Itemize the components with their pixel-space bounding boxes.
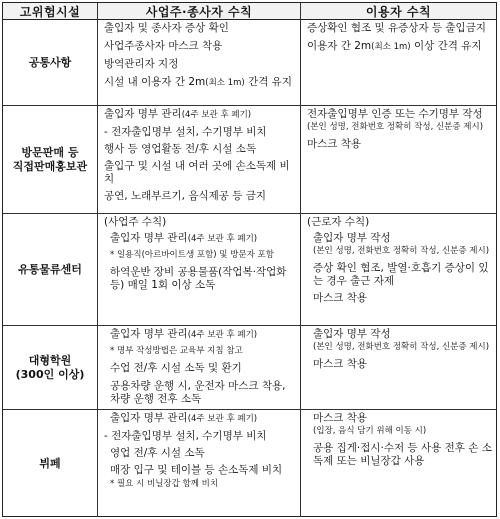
- facility-cell: 공통사항: [3, 20, 98, 105]
- facility-cell: 뷔페: [3, 410, 98, 517]
- user-rules-cell: 마스크 착용 (입장, 음식 담기 위해 이동 시) 공용 집게·접시·수저 등 사용 전후 손 소독제 또는 비닐장갑 사용: [313, 412, 492, 467]
- header-owner-rules: 사업주·종사자 수칙: [98, 3, 301, 19]
- table-row: [3, 326, 496, 410]
- table-row: [3, 214, 496, 326]
- table-row: [3, 20, 496, 106]
- facility-cell: 유통물류센터: [3, 214, 98, 325]
- facility-cell: 대형학원 (300인 이상): [3, 326, 98, 409]
- owner-rules-cell: 출입자 및 종사자 증상 확인 사업주종사자 마스크 착용 방역관리자 지정 시설 내 이용자 간 2m(최소 1m) 간격 유지: [98, 20, 301, 105]
- user-rules-cell: 출입자 명부 작성 (본인 성명, 전화번호 정확히 작성, 신분증 제시) 마스크 착용: [313, 328, 490, 370]
- owner-rules-cell: 출입자 명부 관리(4주 보관 후 폐기) - 전자출입명부 설치, 수기명부 비치 영업 전/후 시설 소독 매장 입구 및 테이블 등 손소독제 비치 * 필요 시 비닐장갑 함께 비치: [98, 410, 301, 517]
- table-row: [3, 410, 496, 517]
- owner-rules-cell: 출입자 명부 관리(4주 보관 후 폐기) - 전자출입명부 설치, 수기명부 비치 행사 등 영업활동 전/후 시설 소독 출입구 및 시설 내 여러 곳에 손소독제 비치 공연, 노래부르기, 음식제공 등 금지: [98, 106, 301, 213]
- header-user-rules: 이용자 수칙: [365, 4, 432, 19]
- user-rules-cell: 증상확인 협조 및 유증상자 등 출입금지 이용자 간 2m(최소 1m) 이상 간격 유지: [307, 22, 486, 52]
- owner-rules-cell: 출입자 명부 관리(4주 보관 후 폐기) * 명부 작성방법은 교육부 지침 참고 수업 전/후 시설 소독 및 환기 공용차량 운행 시, 운전자 마스크 착용, 차량 운행 전후 소독: [98, 326, 301, 409]
- facility-cell: 방문판매 등 직접판매홍보관: [3, 106, 98, 213]
- owner-rules-cell: (사업주 수칙) 출입자 명부 관리(4주 보관 후 폐기) * 일용직(아르바이트생 포함) 및 방문자 포함 하역운반 장비 공용물품(작업복·작업화 등) 매일 1회 이상 소독: [98, 214, 301, 325]
- header-facility: 고위험시설: [3, 3, 98, 19]
- user-rules-cell: (근로자 수칙) 출입자 명부 작성 (본인 성명, 전화번호 정확히 작성, 신분증 제시) 증상 확인 협조, 발열·호흡기 증상이 있는 경우 출근 자제 마스크 착용: [307, 216, 490, 304]
- table-header: [3, 3, 496, 20]
- rules-table: [2, 2, 497, 517]
- user-rules-cell: 전자출입명부 인증 또는 수기명부 작성 (본인 성명, 전화번호 정확히 작성, 신분증 제시) 마스크 착용: [307, 108, 484, 150]
- table-row: [3, 106, 496, 214]
